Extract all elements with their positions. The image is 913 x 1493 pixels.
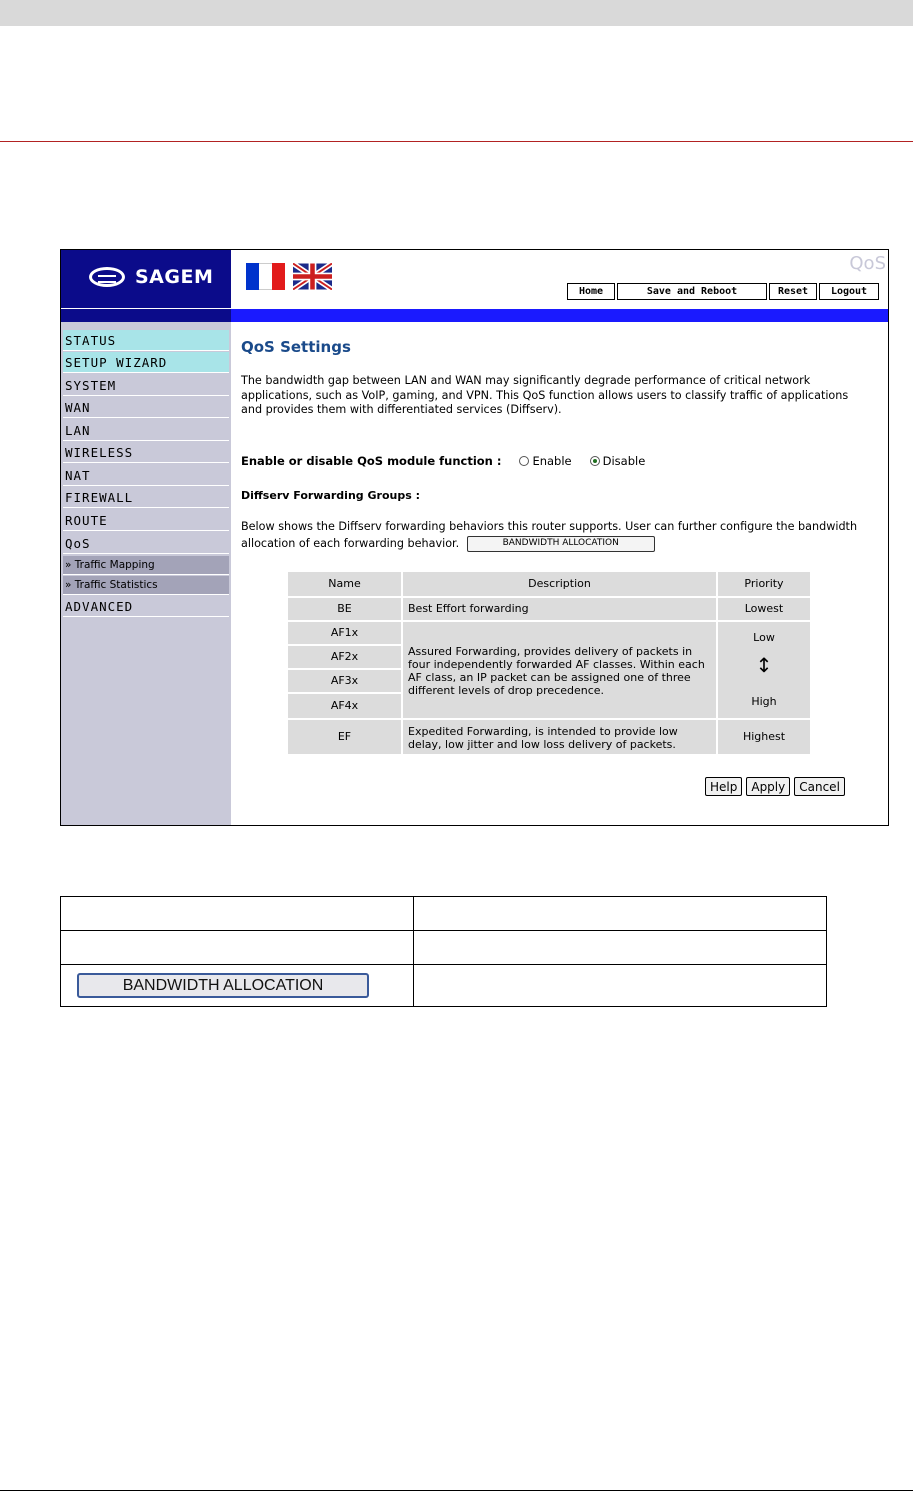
disable-option[interactable] (590, 454, 646, 468)
ef-name: EF (288, 720, 401, 754)
af4x-name: AF4x (288, 694, 401, 718)
bandwidth-allocation-button-image: BANDWIDTH ALLOCATION (77, 973, 369, 998)
header-description: Description (403, 572, 716, 596)
enable-option-label: Enable (532, 454, 572, 468)
reset-button[interactable]: Reset (769, 283, 817, 300)
sidebar-item-system[interactable]: SYSTEM (63, 375, 229, 396)
table-cell (414, 965, 827, 1007)
sidebar-item-firewall[interactable]: FIREWALL (63, 487, 229, 508)
router-screenshot (60, 249, 889, 826)
logo-text: SAGEM (135, 266, 214, 288)
save-and-reboot-button[interactable]: Save and Reboot (617, 283, 767, 300)
logout-button[interactable]: Logout (819, 283, 879, 300)
diffserv-description (241, 518, 871, 552)
af2x-name: AF2x (288, 646, 401, 668)
table-row (61, 897, 827, 931)
af-priority-bottom: High (751, 695, 777, 708)
diffserv-label: Diffserv Forwarding Groups : (241, 489, 420, 502)
help-button[interactable]: Help (705, 777, 742, 796)
page-tag: QoS (849, 253, 886, 274)
table-row (61, 965, 827, 1007)
blue-band-left (61, 309, 231, 322)
table-cell (414, 931, 827, 965)
sagem-logo (61, 250, 231, 308)
diffserv-table (288, 572, 812, 756)
diffserv-description-text: Below shows the Diffserv forwarding behaviors this router supports. User can further configure the bandwidth allocation of each forwarding behavior. (241, 520, 858, 550)
header-rule (0, 141, 913, 142)
sagem-logo-icon (89, 267, 125, 287)
sidebar-item-wan[interactable]: WAN (63, 397, 229, 418)
sidebar-item-setup-wizard[interactable]: SETUP WIZARD (63, 352, 229, 373)
intro-text: The bandwidth gap between LAN and WAN may significantly degrade performance of critical network applications, such as VoIP, gaming, and VPN. This QoS function allows users to classify traffic of applications and provides them with differentiated services (Diffserv). (241, 374, 849, 416)
document-header-bar (0, 0, 913, 26)
enable-option[interactable] (519, 454, 571, 468)
table-cell (61, 931, 414, 965)
be-priority: Lowest (718, 598, 810, 620)
french-flag-icon[interactable] (246, 263, 285, 290)
cancel-button[interactable]: Cancel (794, 777, 845, 796)
sidebar-item-lan[interactable]: LAN (63, 420, 229, 441)
be-description: Best Effort forwarding (403, 598, 716, 620)
qos-enable-row (241, 454, 663, 468)
uk-flag-icon[interactable] (293, 263, 332, 290)
sidebar-item-nat[interactable]: NAT (63, 465, 229, 486)
af1x-name: AF1x (288, 622, 401, 644)
af-priority-top: Low (753, 631, 775, 644)
header-name: Name (288, 572, 401, 596)
table-cell (414, 897, 827, 931)
enable-label: Enable or disable QoS module function : (241, 454, 502, 468)
sidebar-subitem-traffic-statistics[interactable]: » Traffic Statistics (63, 576, 229, 595)
footer-rule (0, 1490, 913, 1491)
af3x-name: AF3x (288, 670, 401, 692)
top-nav (567, 283, 881, 300)
enable-radio[interactable] (519, 456, 529, 466)
be-name: BE (288, 598, 401, 620)
ef-description: Expedited Forwarding, is intended to provide low delay, low jitter and low loss delivery of packets. (403, 720, 716, 754)
disable-radio[interactable] (590, 456, 600, 466)
page-title: QoS Settings (241, 338, 351, 356)
sidebar-item-qos[interactable]: QoS (63, 533, 229, 554)
sidebar (61, 322, 231, 826)
sidebar-item-route[interactable]: ROUTE (63, 510, 229, 531)
table-cell (61, 897, 414, 931)
sidebar-item-status[interactable]: STATUS (63, 330, 229, 351)
up-down-arrow-icon: ↕ (755, 653, 773, 677)
form-buttons (701, 777, 845, 796)
apply-button[interactable]: Apply (746, 777, 790, 796)
parameter-table (60, 896, 827, 1007)
header-priority: Priority (718, 572, 810, 596)
disable-option-label: Disable (602, 454, 646, 468)
af-description: Assured Forwarding, provides delivery of packets in four independently forwarded AF classes. Within each AF class, an IP packet can be assigned one of three different levels of drop precedence. (403, 622, 716, 718)
bandwidth-allocation-button[interactable]: BANDWIDTH ALLOCATION (467, 536, 655, 552)
home-button[interactable]: Home (567, 283, 615, 300)
sidebar-item-wireless[interactable]: WIRELESS (63, 442, 229, 463)
ef-priority: Highest (718, 720, 810, 754)
af-priority (718, 622, 810, 718)
table-cell (61, 965, 414, 1007)
sidebar-subitem-traffic-mapping[interactable]: » Traffic Mapping (63, 556, 229, 575)
sidebar-item-advanced[interactable]: ADVANCED (63, 596, 229, 617)
table-row (61, 931, 827, 965)
